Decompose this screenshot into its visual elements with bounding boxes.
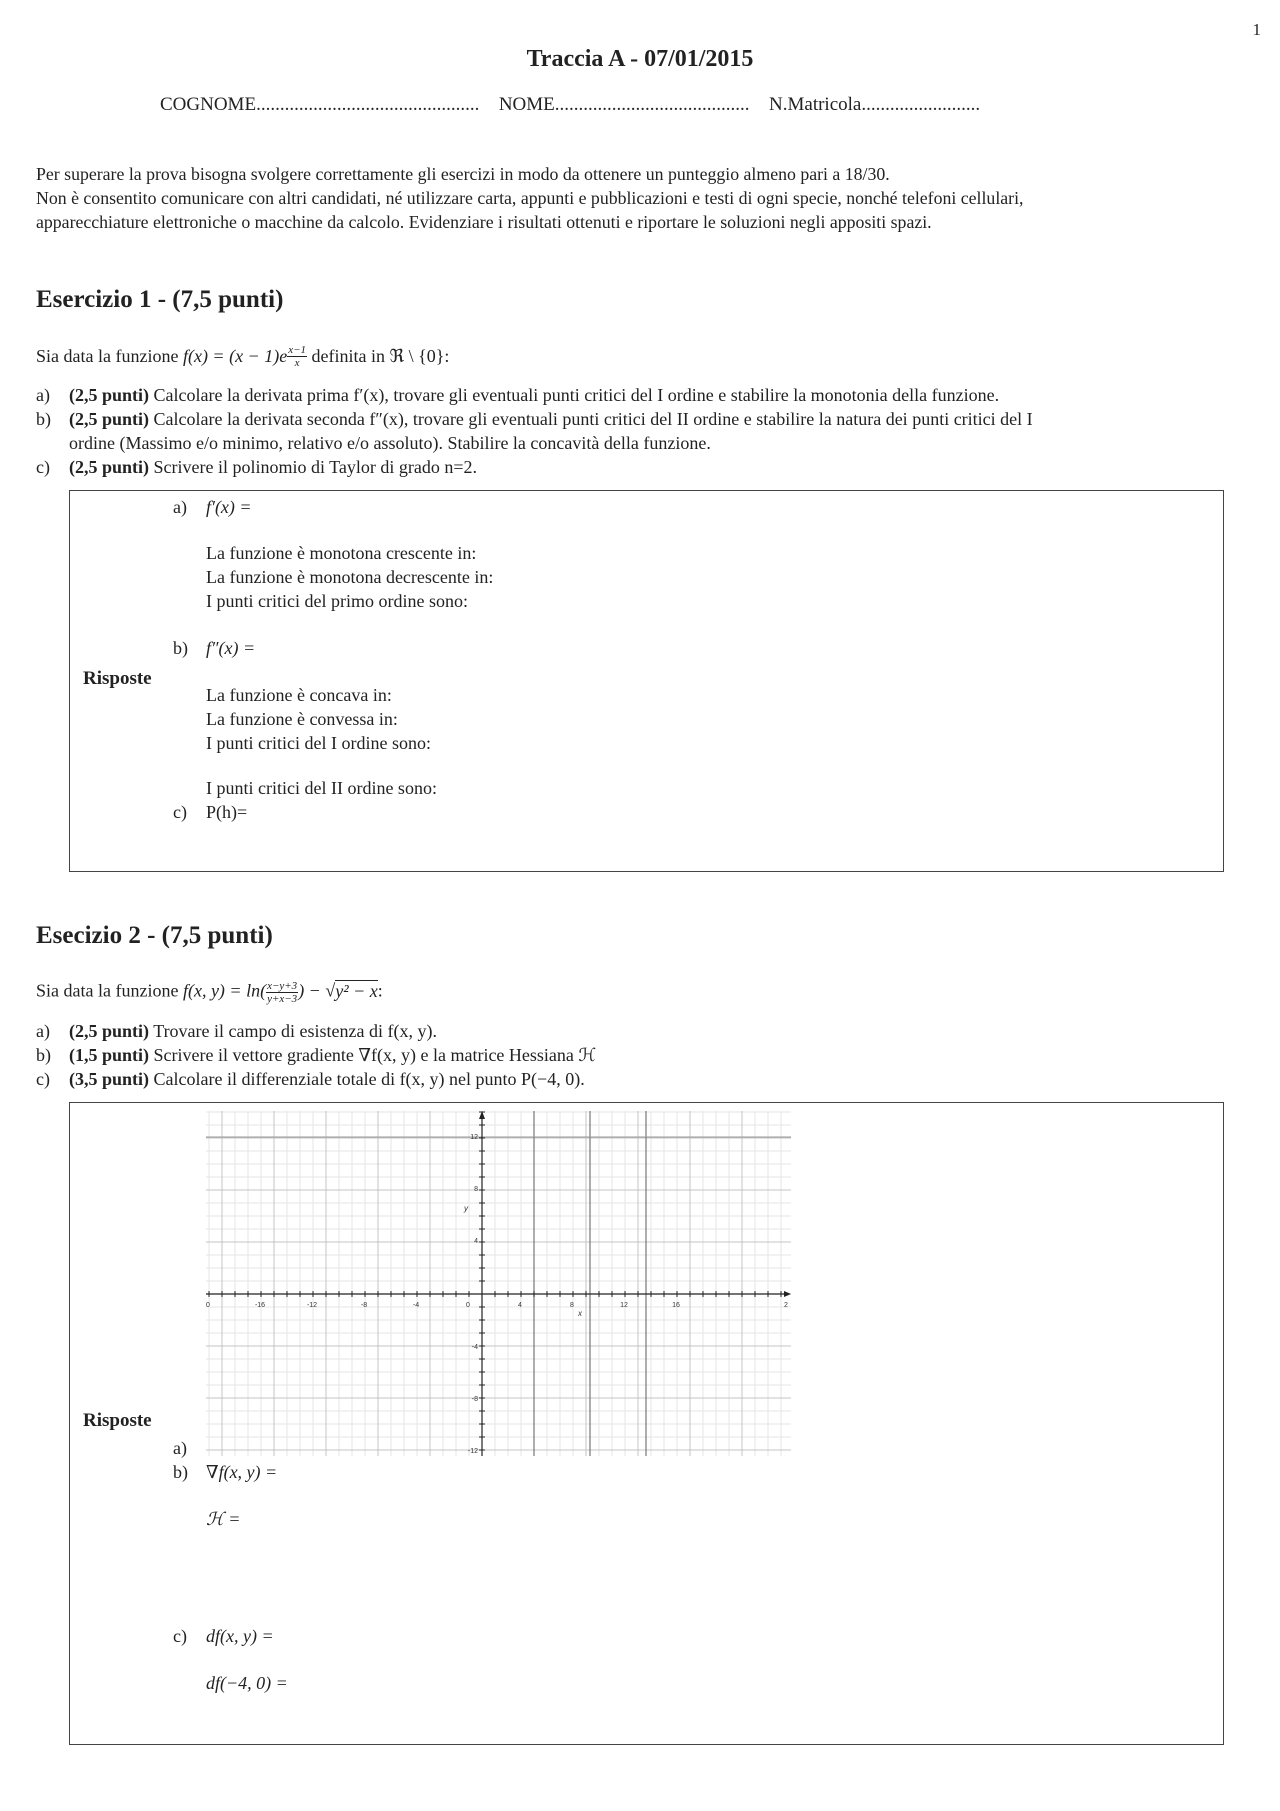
risposte-label: Risposte [83, 1410, 152, 1431]
gradient-expression: ∇f(x, y) = [206, 1462, 278, 1482]
question-item: c) (3,5 punti) Calcolare il differenziale totale di f(x, y) nel punto P(−4, 0). [36, 1069, 585, 1089]
answer-line: I punti critici del primo ordine sono: [206, 591, 468, 611]
exercise-1-answer-box[interactable] [69, 490, 1224, 872]
answer-line: La funzione è monotona crescente in: [206, 543, 477, 563]
instruction-line: Per superare la prova bisogna svolgere correttamente gli esercizi in modo da ottenere un punteggio almeno pari a 18/30. [36, 164, 890, 184]
x-tick-label: -16 [254, 1302, 266, 1309]
page-number: 1 [1252, 20, 1261, 39]
question-item: a) (2,5 punti) Calcolare la derivata prima f′(x), trovare gli eventuali punti critici del I ordine e stabilire la monotonia della funzione. [36, 385, 1000, 405]
answer-line: La funzione è monotona decrescente in: [206, 567, 494, 587]
exercise-1-title: Esercizio 1 - (7,5 punti) [36, 286, 284, 313]
answer-a-expression: f′(x) = [206, 497, 252, 517]
x-tick-label: 12 [620, 1302, 628, 1309]
question-points: (3,5 punti) [69, 1069, 150, 1089]
question-item: b) (2,5 punti) Calcolare la derivata seconda f″(x), trovare gli eventuali punti critici del II ordine e stabilire la natura dei punti critici del I ordine (Massimo e/o minimo, relativo e/o assoluto). Stabilire la concavità della funzione. [36, 409, 1033, 453]
function-expression: f(x) = (x − 1)e [182, 346, 288, 366]
differential-expression: df(x, y) = [206, 1626, 274, 1646]
x-tick-label: -12 [306, 1302, 318, 1309]
answer-b-expression: f″(x) = [206, 638, 256, 658]
question-text: Calcolare la derivata seconda f″(x), trovare gli eventuali punti critici del II ordine e stabilire la natura dei punti critici del I [153, 409, 1033, 429]
intro-domain: definita in ℜ \ {0}: [307, 346, 450, 366]
question-points: (2,5 punti) [69, 409, 150, 429]
answer-line: La funzione è concava in: [206, 685, 392, 705]
y-tick-label: -12 [467, 1448, 478, 1455]
answer-b-label: b) [173, 638, 188, 658]
y-tick-label: 12 [470, 1134, 478, 1141]
grid-lines [206, 1111, 791, 1456]
answer-line: La funzione è convessa in: [206, 709, 398, 729]
answer-line: I punti critici del II ordine sono: [206, 778, 437, 798]
x-tick-label: 0 [466, 1302, 470, 1309]
answer-a-label: a) [173, 497, 187, 517]
question-text-cont: ordine (Massimo e/o minimo, relativo e/o assoluto). Stabilire la concavità della funzione. [69, 433, 711, 453]
cognome-field[interactable]: ............................................... [256, 94, 480, 115]
x-tick-label: 0 [206, 1302, 210, 1309]
log-fraction: $\frac{x-y+3}{y+x-3}$ [267, 980, 298, 1005]
x-tick-label: -8 [360, 1302, 368, 1309]
matricola-label: N.Matricola [769, 94, 862, 115]
x-tick-label: 16 [672, 1302, 680, 1309]
exercise-2-title: Esecizio 2 - (7,5 punti) [36, 922, 273, 949]
x-tick-label: 2 [784, 1302, 788, 1309]
question-text: Scrivere il vettore gradiente ∇f(x, y) e la matrice Hessiana ℋ [153, 1045, 597, 1065]
question-text: Trovare il campo di esistenza di f(x, y). [153, 1021, 437, 1041]
intro-text: Sia data la funzione [36, 980, 183, 1001]
answer-line: I punti critici del I ordine sono: [206, 733, 431, 753]
y-axis-label: y [464, 1204, 468, 1213]
question-item: b) (1,5 punti) Scrivere il vettore gradiente ∇f(x, y) e la matrice Hessiana ℋ [36, 1045, 597, 1065]
cognome-label: COGNOME [160, 94, 257, 115]
coordinate-grid[interactable] [206, 1111, 791, 1456]
question-item: c) (2,5 punti) Scrivere il polinomio di Taylor di grado n=2. [36, 457, 478, 477]
differential-at-point: df(−4, 0) = [206, 1673, 288, 1693]
instructions [36, 162, 1251, 234]
exercise-1-intro [36, 344, 449, 369]
question-text: Calcolare il differenziale totale di f(x, y) nel punto P(−4, 0). [153, 1069, 585, 1089]
x-tick-label: 8 [570, 1302, 574, 1309]
exercise-2-questions [36, 1019, 1266, 1091]
question-points: (2,5 punti) [69, 1021, 150, 1041]
answer-a-label: a) [173, 1438, 187, 1458]
matricola-field[interactable]: ......................... [861, 94, 981, 115]
instruction-line: Non è consentito comunicare con altri candidati, né utilizzare carta, appunti e pubblicazioni e testi di ogni specie, nonché telefoni cellulari, [36, 188, 1024, 208]
page-title: Traccia A - 07/01/2015 [526, 46, 754, 72]
x-tick-label: 4 [518, 1302, 522, 1309]
question-points: (2,5 punti) [69, 385, 150, 405]
y-tick-label: -8 [471, 1396, 478, 1403]
question-points: (1,5 punti) [69, 1045, 150, 1065]
sqrt-argument: y² − x [335, 980, 378, 1001]
answer-b-label: b) [173, 1462, 188, 1482]
question-item: a) (2,5 punti) Trovare il campo di esistenza di f(x, y). [36, 1021, 437, 1041]
question-text: Scrivere il polinomio di Taylor di grado n=2. [153, 457, 478, 477]
exponent-fraction: $\frac{x-1}{x}$ [288, 344, 307, 369]
y-tick-label: 4 [474, 1238, 478, 1245]
y-tick-label: 8 [474, 1186, 478, 1193]
intro-colon: : [377, 980, 383, 1001]
intro-text: Sia data la funzione [36, 346, 183, 366]
instruction-line: apparecchiature elettroniche o macchine da calcolo. Evidenziare i risultati ottenuti e riportare le soluzioni negli appositi spazi. [36, 212, 932, 232]
function-expression-rhs: ) − √ [298, 980, 336, 1001]
question-text: Calcolare la derivata prima f′(x), trovare gli eventuali punti critici del I ordine e stabilire la monotonia della funzione. [153, 385, 1000, 405]
nome-field[interactable]: ......................................... [554, 94, 750, 115]
answer-c-label: c) [173, 1626, 187, 1646]
student-id-line [160, 94, 980, 116]
risposte-label: Risposte [83, 668, 152, 689]
y-tick-label: -4 [471, 1344, 478, 1351]
function-expression: f(x, y) = ln( [182, 980, 267, 1001]
answer-c-expression: P(h)= [206, 802, 248, 822]
hessian-expression: ℋ = [206, 1509, 241, 1529]
question-points: (2,5 punti) [69, 457, 150, 477]
nome-label: NOME [498, 94, 555, 115]
x-tick-label: -4 [412, 1302, 420, 1309]
exercise-2-intro [36, 980, 383, 1005]
exercise-1-questions [36, 383, 1266, 479]
answer-a-lines [206, 541, 493, 613]
x-axis-arrow [784, 1291, 791, 1297]
exercise-2-answer-box[interactable] [69, 1102, 1224, 1745]
answer-b-lines [206, 683, 431, 755]
x-axis-label: x [578, 1309, 582, 1318]
answer-c-label: c) [173, 802, 187, 822]
